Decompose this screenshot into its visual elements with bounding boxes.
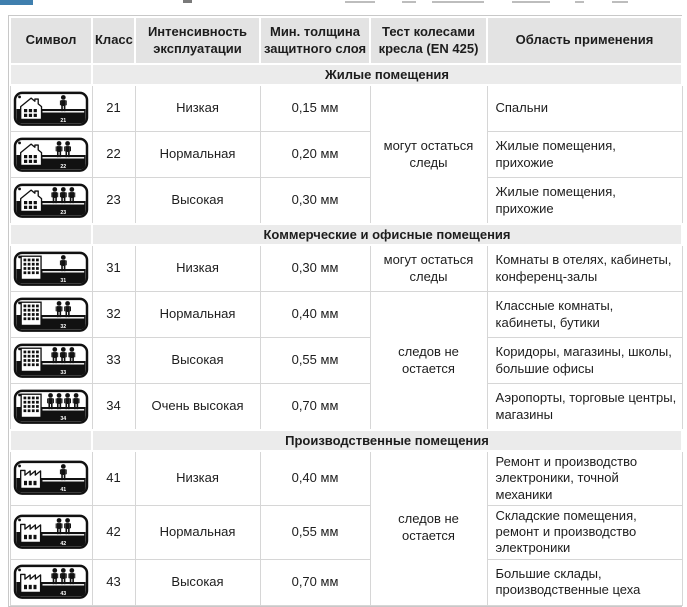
symbol-cell	[10, 178, 92, 225]
class-number-cell: 41	[92, 451, 135, 505]
icon-class-number: 32	[60, 323, 67, 330]
intensity-cell: Нормальная	[135, 132, 260, 178]
section-header-row	[10, 430, 682, 451]
section-title: Производственные помещения	[92, 430, 682, 451]
class-row-32	[10, 292, 682, 338]
class-number-cell: 31	[92, 245, 135, 292]
column-header-thickness: Мин. толщина защитного слоя	[260, 17, 370, 64]
crop-artifact-dash	[575, 1, 584, 3]
wheel-test-cell: следов не остается	[370, 451, 487, 605]
icon-class-number: 41	[60, 487, 67, 494]
symbol-cell	[10, 292, 92, 338]
intensity-cell: Низкая	[135, 245, 260, 292]
section-title: Жилые помещения	[92, 64, 682, 85]
section-header-spacer	[10, 64, 92, 85]
class-row-41	[10, 451, 682, 505]
class-row-21	[10, 85, 682, 132]
class-row-34	[10, 384, 682, 431]
table-header	[10, 17, 682, 64]
crop-artifact-blue-bar	[0, 0, 33, 5]
symbol-cell	[10, 245, 92, 292]
floor-class-43-icon	[13, 564, 89, 600]
class-number-cell: 32	[92, 292, 135, 338]
class-number-cell: 23	[92, 178, 135, 225]
thickness-cell: 0,30 мм	[260, 178, 370, 225]
symbol-cell	[10, 505, 92, 559]
section-header-row	[10, 224, 682, 245]
application-cell: Классные комнаты, кабинеты, бутики	[487, 292, 682, 338]
thickness-cell: 0,20 мм	[260, 132, 370, 178]
floor-class-32-icon	[13, 297, 89, 333]
section-header-spacer	[10, 430, 92, 451]
icon-class-number: 33	[60, 369, 67, 376]
column-header-symbol: Символ	[10, 17, 92, 64]
intensity-cell: Нормальная	[135, 292, 260, 338]
icon-class-number: 31	[60, 277, 67, 284]
floor-class-41-icon	[13, 460, 89, 496]
thickness-cell: 0,55 мм	[260, 338, 370, 384]
class-row-31	[10, 245, 682, 292]
crop-artifact-dash	[432, 1, 484, 3]
application-cell: Жилые помещения, прихожие	[487, 178, 682, 225]
class-row-33	[10, 338, 682, 384]
intensity-cell: Высокая	[135, 178, 260, 225]
application-cell: Жилые помещения, прихожие	[487, 132, 682, 178]
icon-class-number: 43	[60, 591, 67, 598]
class-number-cell: 21	[92, 85, 135, 132]
application-cell: Большие склады, производственные цеха	[487, 559, 682, 605]
application-cell: Комнаты в отелях, кабинеты, конференц-залы	[487, 245, 682, 292]
class-number-cell: 34	[92, 384, 135, 431]
class-number-cell: 43	[92, 559, 135, 605]
wheel-test-cell: следов не остается	[370, 292, 487, 431]
class-row-23	[10, 178, 682, 225]
class-row-43	[10, 559, 682, 605]
application-cell: Коридоры, магазины, школы, большие офисы	[487, 338, 682, 384]
symbol-cell	[10, 85, 92, 132]
column-header-application: Область применения	[487, 17, 682, 64]
floor-class-22-icon	[13, 137, 89, 173]
symbol-cell	[10, 132, 92, 178]
symbol-cell	[10, 559, 92, 605]
section-title: Коммерческие и офисные помещения	[92, 224, 682, 245]
symbol-cell	[10, 451, 92, 505]
flooring-class-table	[8, 15, 682, 607]
crop-artifact-dash	[345, 1, 375, 3]
application-cell: Складские помещения, ремонт и производство электроники	[487, 505, 682, 559]
intensity-cell: Высокая	[135, 338, 260, 384]
class-number-cell: 22	[92, 132, 135, 178]
column-header-class: Класс	[92, 17, 135, 64]
section-header-spacer	[10, 224, 92, 245]
intensity-cell: Низкая	[135, 85, 260, 132]
icon-class-number: 22	[60, 163, 67, 170]
symbol-cell	[10, 338, 92, 384]
table-body	[10, 64, 682, 605]
application-cell: Ремонт и производство электроники, точной механики	[487, 451, 682, 505]
icon-class-number: 34	[60, 415, 67, 422]
intensity-cell: Высокая	[135, 559, 260, 605]
crop-artifact-dash	[402, 1, 416, 3]
floor-class-23-icon	[13, 183, 89, 219]
floor-class-31-icon	[13, 251, 89, 287]
class-number-cell: 42	[92, 505, 135, 559]
thickness-cell: 0,15 мм	[260, 85, 370, 132]
application-cell: Аэропорты, торговые центры, магазины	[487, 384, 682, 431]
class-row-22	[10, 132, 682, 178]
class-row-42	[10, 505, 682, 559]
crop-artifact-dash	[512, 1, 550, 3]
icon-class-number: 23	[60, 209, 67, 216]
column-header-wheel-test: Тест колесами кресла (EN 425)	[370, 17, 487, 64]
application-cell: Спальни	[487, 85, 682, 132]
thickness-cell: 0,70 мм	[260, 559, 370, 605]
floor-class-42-icon	[13, 514, 89, 550]
crop-artifact-dash	[612, 1, 628, 3]
wheel-test-cell: могут остаться следы	[370, 245, 487, 292]
floor-class-21-icon	[13, 91, 89, 127]
thickness-cell: 0,70 мм	[260, 384, 370, 431]
thickness-cell: 0,30 мм	[260, 245, 370, 292]
header-row	[10, 17, 682, 64]
section-header-row	[10, 64, 682, 85]
crop-artifact-dark-dash	[183, 0, 192, 3]
intensity-cell: Очень высокая	[135, 384, 260, 431]
floor-class-34-icon	[13, 389, 89, 425]
floor-class-33-icon	[13, 343, 89, 379]
class-number-cell: 33	[92, 338, 135, 384]
intensity-cell: Нормальная	[135, 505, 260, 559]
flooring-class-table-grid	[9, 16, 683, 606]
icon-class-number: 42	[60, 541, 67, 548]
thickness-cell: 0,40 мм	[260, 292, 370, 338]
icon-class-number: 21	[60, 117, 67, 124]
wheel-test-cell: могут остаться следы	[370, 85, 487, 224]
symbol-cell	[10, 384, 92, 431]
thickness-cell: 0,55 мм	[260, 505, 370, 559]
thickness-cell: 0,40 мм	[260, 451, 370, 505]
column-header-intensity: Интенсивность эксплуатации	[135, 17, 260, 64]
intensity-cell: Низкая	[135, 451, 260, 505]
